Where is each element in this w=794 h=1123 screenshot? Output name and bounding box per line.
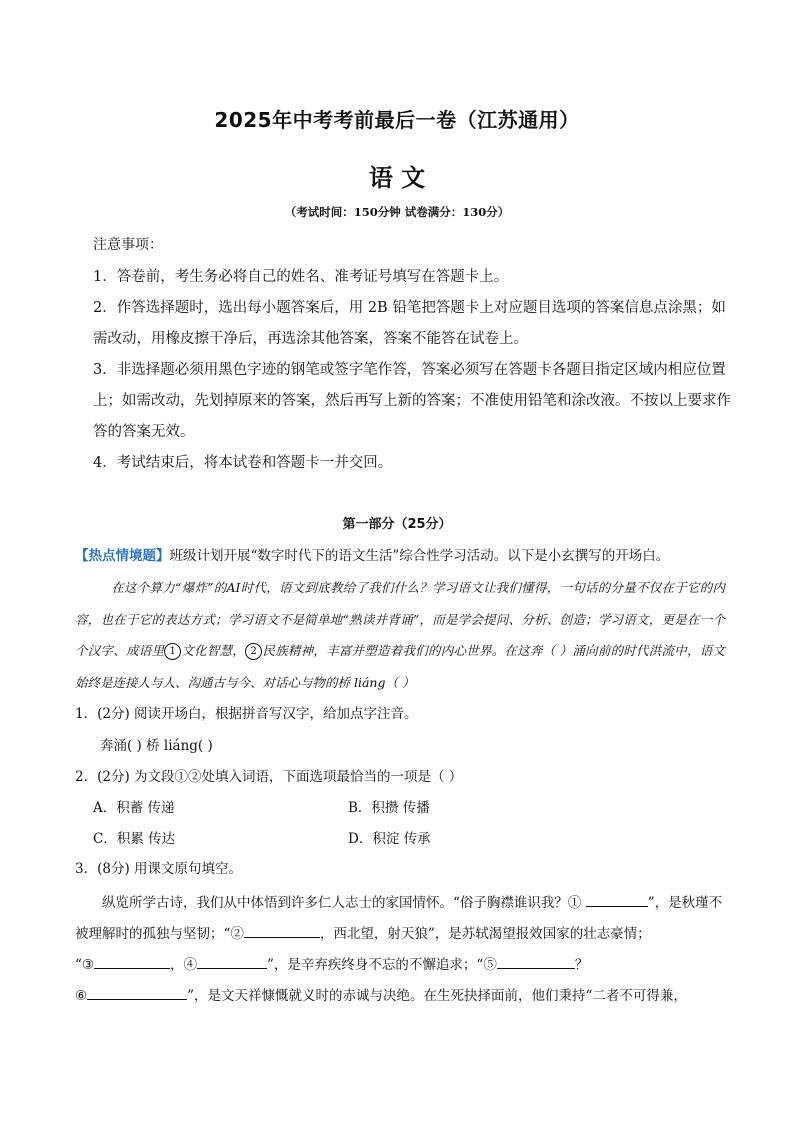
question-3-body bbox=[75, 888, 725, 1012]
hot-scenario bbox=[75, 543, 735, 569]
option-d: D．积淀 传承 bbox=[348, 831, 431, 847]
question-3-stem: 3．(8分) 用课文原句填空。 bbox=[75, 861, 243, 877]
part-title: 第一部分（25分） bbox=[342, 517, 452, 532]
note-item: 3．非选择题必须用黑色字迹的钢笔或签字笔作答，答案必须写在答题卡各题目指定区域内相应位置上；如需改动，先划掉原来的答案，然后再写上新的答案；不准使用铅笔和涂改液。不按以上要求作答的答案无效。 bbox=[93, 362, 731, 440]
notes-list bbox=[93, 262, 733, 479]
exam-info: （考试时间：150分钟 试卷满分：130分） bbox=[284, 205, 510, 219]
exam-title: 2025年中考考前最后一卷（江苏通用） bbox=[214, 108, 580, 132]
question-1-fill: 奔涌( ) 桥 liáng( ) bbox=[100, 738, 213, 754]
answer-blank-6[interactable] bbox=[87, 985, 187, 1000]
question-1-stem: 1．(2分) 阅读开场白，根据拼音写汉字，给加点字注音。 bbox=[75, 706, 418, 722]
intro-text-b: 文化智慧， bbox=[181, 643, 246, 658]
q3-line: ⑥ ”，是文天祥慷慨就义时的赤诚与决绝。在生死抉择面前，他们秉持“二者不可得兼， bbox=[75, 981, 725, 1012]
answer-blank-3[interactable] bbox=[94, 954, 170, 969]
circled-number-1: 1 bbox=[164, 643, 181, 660]
circled-number-2: 2 bbox=[245, 643, 262, 660]
intro-passage bbox=[75, 572, 725, 698]
question-2-stem: 2．(2分) 为文段①②处填入词语，下面选项最恰当的一项是（ ） bbox=[75, 769, 463, 785]
note-item: 1．答卷前，考生务必将自己的姓名、准考证号填写在答题卡上。 bbox=[93, 269, 509, 285]
subject-title: 语 文 bbox=[368, 164, 426, 192]
intro-text-c: 民族精神，丰富并塑造着我们的内心世界。在这奔（ ）涌向前的时代洪流中，语文始终是连接人与人、沟通古与今、对话心与物的桥 liáng（ ） bbox=[75, 643, 725, 690]
answer-blank-1[interactable] bbox=[586, 892, 648, 907]
note-item: 4．考试结束后，将本试卷和答题卡一并交回。 bbox=[93, 455, 393, 471]
q3-line: 纵览所学古诗，我们从中体悟到许多仁人志士的家国情怀。“俗子胸襟谁识我？① ”，是秋瑾不被理解时的孤独与坚韧；“② ，西北望，射天狼”，是苏轼渴望报效国家的壮志豪情； bbox=[75, 888, 725, 950]
q3-line: “③ ，④ ”，是辛弃疾终身不忘的不懈追求；“⑤ ？ bbox=[75, 950, 725, 981]
option-a: A．积蓄 传递 bbox=[93, 800, 175, 816]
option-b: B．积攒 传播 bbox=[348, 800, 430, 816]
hot-tag: 【热点情境题】 bbox=[75, 548, 170, 564]
option-c: C．积累 传达 bbox=[93, 831, 176, 847]
hot-text: 班级计划开展“数字时代下的语文生活”综合性学习活动。以下是小玄撰写的开场白。 bbox=[169, 548, 670, 564]
answer-blank-2[interactable] bbox=[244, 923, 320, 938]
notes-title: 注意事项： bbox=[93, 237, 163, 253]
answer-blank-5[interactable] bbox=[497, 954, 575, 969]
intro-text-a: 在这个算力“爆炸”的AI时代，语文到底教给了我们什么？学习语文让我们懂得，一句话的分量不仅在于它的内容，也在于它的表达方式；学习语文不是简单地“熟读并背诵”，而是学会提问、分析、创造；学习语文，更是在一个个汉字、成语里 bbox=[75, 580, 725, 658]
answer-blank-4[interactable] bbox=[197, 954, 267, 969]
note-item: 2．作答选择题时，选出每小题答案后，用 2B 铅笔把答题卡上对应题目选项的答案信息点涂黑；如需改动，用橡皮擦干净后，再选涂其他答案，答案不能答在试卷上。 bbox=[93, 300, 726, 347]
